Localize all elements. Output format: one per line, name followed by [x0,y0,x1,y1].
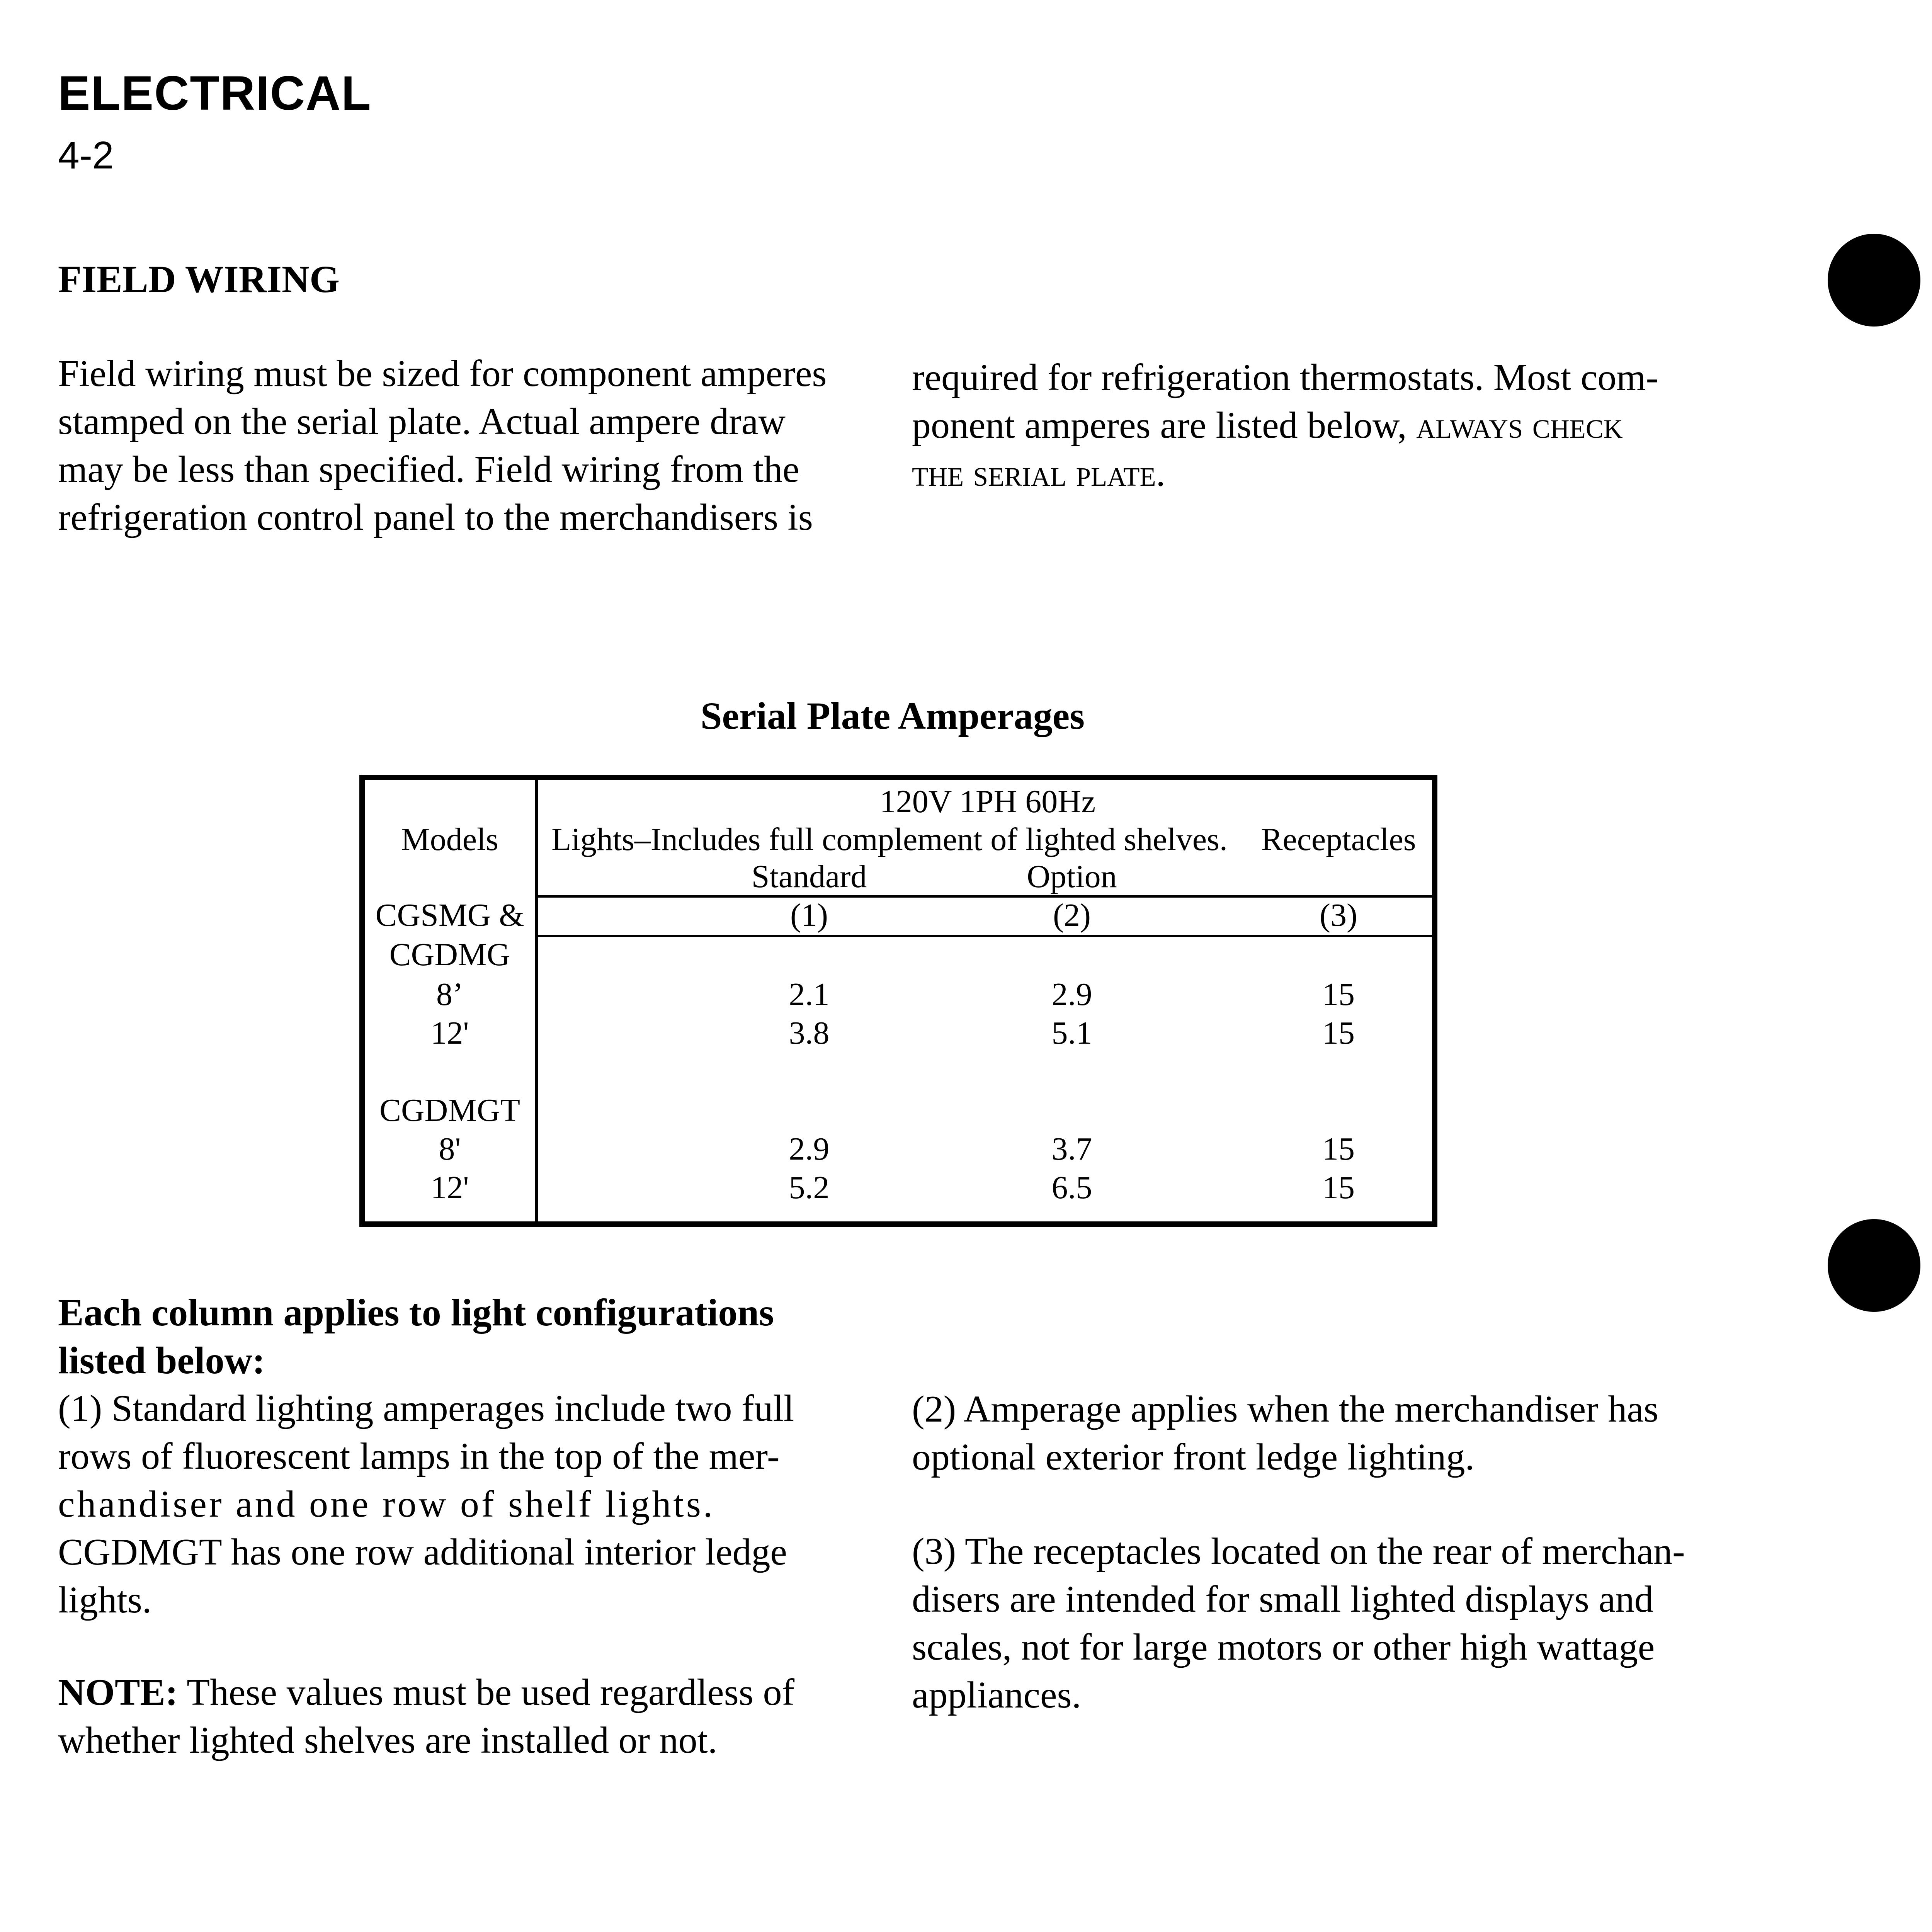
text-line: disers are intended for small lighted displays and [912,1578,1653,1620]
text-line: optional exterior front ledge lighting. [912,1436,1475,1478]
text-line: whether lighted shelves are installed or not. [58,1719,718,1761]
text-line: CGDMGT has one row additional interior ledge [58,1531,787,1573]
receptacle-amps: 15 [1322,1170,1355,1206]
configurations-left-column [58,1289,846,1764]
option-amps: 2.9 [1051,976,1092,1012]
option-amps: 3.7 [1051,1131,1092,1167]
text-line: (2) Amperage applies when the merchandiser has [912,1388,1659,1430]
text-line: required for refrigeration thermostats. Most com- [912,357,1659,398]
configurations-heading: Each column applies to light configurations [58,1291,774,1334]
table-title: Serial Plate Amperages [700,694,1085,737]
model-size: 12' [430,1015,469,1051]
column-number-rule [538,935,1437,937]
binder-hole-top [1828,234,1920,327]
group-name: CGSMG & [375,897,524,933]
standard-amps: 2.1 [789,976,830,1012]
text-line: appliances. [912,1674,1082,1716]
standard-amps: 5.2 [789,1170,830,1206]
models-header: Models [401,821,498,857]
text-line: ponent amperes are listed below, always check [912,405,1623,446]
smallcaps-text: always check [1416,405,1623,446]
text-line: lights. [58,1579,152,1621]
field-wiring-left-column [58,350,846,541]
standard-header: Standard [751,859,867,895]
receptacle-amps: 15 [1322,976,1355,1012]
col-number-standard: (1) [790,897,828,933]
text-line: rows of fluorescent lamps in the top of the mer- [58,1435,780,1477]
voltage-header: 120V 1PH 60Hz [879,784,1096,820]
model-size: 8' [439,1131,461,1167]
table-column-divider [535,780,538,1221]
standard-amps: 3.8 [789,1015,830,1051]
receptacles-header: Receptacles [1261,821,1416,857]
col-number-receptacles: (3) [1320,897,1357,933]
text-line: scales, not for large motors or other high wattage [912,1626,1655,1668]
group-name: CGDMG [389,937,510,973]
receptacle-amps: 15 [1322,1131,1355,1167]
text-line: stamped on the serial plate. Actual ampere draw [58,401,786,442]
group-name: CGDMGT [379,1092,520,1128]
configurations-heading: listed below: [58,1339,265,1382]
section-header-title: ELECTRICAL [58,66,372,120]
standard-amps: 2.9 [789,1131,830,1167]
option-header: Option [1027,859,1117,895]
field-wiring-right-column [912,354,1704,497]
lights-header: Lights–Includes full complement of lighted shelves. [551,821,1228,857]
text-line: Field wiring must be sized for component amperes [58,353,827,395]
text-line: (1) Standard lighting amperages include two full [58,1388,794,1429]
option-amps: 6.5 [1051,1170,1092,1206]
field-wiring-title: FIELD WIRING [58,258,340,301]
binder-hole-middle [1828,1219,1920,1312]
col-number-option: (2) [1053,897,1091,933]
option-amps: 5.1 [1051,1015,1092,1051]
model-size: 12' [430,1170,469,1206]
receptacle-amps: 15 [1322,1015,1355,1051]
amperage-table [359,775,1437,1227]
text-line: chandiser and one row of shelf lights. [58,1483,715,1525]
text-line: refrigeration control panel to the merchandisers is [58,497,813,538]
configurations-right-column [912,1385,1704,1719]
text-line: (3) The receptacles located on the rear of merchan- [912,1531,1685,1572]
note-label: NOTE: [58,1672,178,1713]
page-number: 4-2 [58,134,114,177]
text-line: may be less than specified. Field wiring from the [58,449,799,490]
smallcaps-text: the serial plate. [912,452,1166,494]
note-line: NOTE: These values must be used regardless of [58,1672,795,1713]
model-size: 8’ [436,976,463,1012]
